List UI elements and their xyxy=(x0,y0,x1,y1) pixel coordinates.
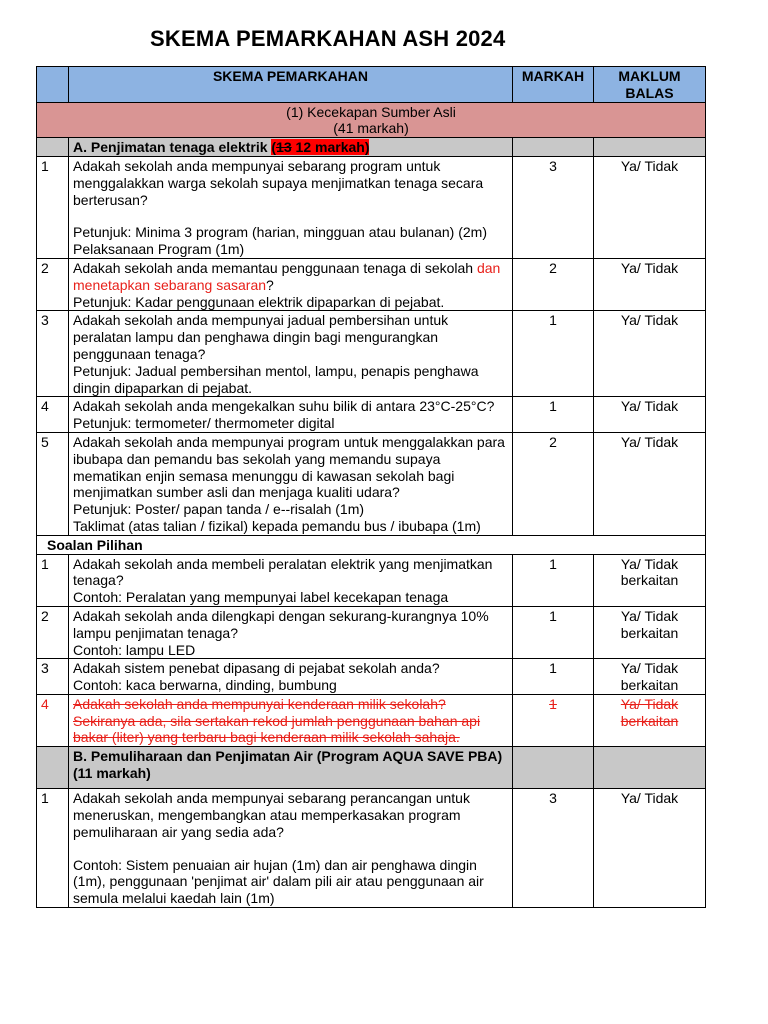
subsection-a-heading xyxy=(69,138,513,157)
table-row xyxy=(37,659,706,695)
markah-cell-deleted: 1 xyxy=(513,694,594,746)
maklum-balas-cell: Ya/ Tidak berkaitan xyxy=(594,554,706,606)
table-row xyxy=(37,156,706,258)
row-number: 2 xyxy=(37,606,69,658)
question-cell: Adakah sekolah anda mempunyai jadual pembersihan untuk peralatan lampu dan penghawa dingin bagi mengurangkan penggunaan tenaga? Petunjuk: Jadual pembersihan mentol, lampu, penapis penghawa dingin dipaparkan di pejabat. xyxy=(69,311,513,397)
subsection-a-struck-marks: 13 xyxy=(276,139,292,156)
subsection-a-marks: (13 12 markah) xyxy=(271,139,370,156)
row-number: 3 xyxy=(37,659,69,695)
question-cell: Adakah sistem penebat dipasang di pejabat sekolah anda? Contoh: kaca berwarna, dinding, bumbung xyxy=(69,659,513,695)
row-number: 1 xyxy=(37,554,69,606)
question-cell: Adakah sekolah anda mempunyai sebarang perancangan untuk meneruskan, mengembangkan atau memperkasakan program pemuliharaan air yang sedia ada? Contoh: Sistem penuaian air hujan (1m) dan air penghawa dingin (1m), penggunaan 'penjimat air' dalam pili air atau penggunaan air semula melalui kaedah lain (1m) xyxy=(69,789,513,908)
scoring-table xyxy=(36,66,706,908)
soalan-pilihan-row xyxy=(37,535,706,554)
maklum-balas-cell: Ya/ Tidak berkaitan xyxy=(594,659,706,695)
subsection-b-row xyxy=(37,747,706,789)
question-cell: Adakah sekolah anda mengekalkan suhu bilik di antara 23°C-25°C? Petunjuk: termometer/ thermometer digital xyxy=(69,397,513,433)
header-maklum-line1: MAKLUM xyxy=(618,68,681,84)
markah-cell: 1 xyxy=(513,397,594,433)
header-number-cell xyxy=(37,67,69,103)
maklum-balas-cell: Ya/ Tidak berkaitan xyxy=(594,606,706,658)
markah-cell: 3 xyxy=(513,789,594,908)
header-markah: MARKAH xyxy=(513,67,594,103)
maklum-balas-cell: Ya/ Tidak xyxy=(594,432,706,535)
table-row xyxy=(37,397,706,433)
row-number: 2 xyxy=(37,258,69,310)
row-number: 1 xyxy=(37,789,69,908)
markah-cell: 1 xyxy=(513,554,594,606)
table-row-deleted xyxy=(37,694,706,746)
question-cell: Adakah sekolah anda mempunyai sebarang program untuk menggalakkan warga sekolah supaya menjimatkan tenaga secara berterusan? Petunjuk: Minima 3 program (harian, mingguan atau bulanan) (2m) Pelaksanaan Program (1m) xyxy=(69,156,513,258)
section-1-heading xyxy=(37,102,706,138)
added-text-red: dan menetapkan sebarang sasaran xyxy=(73,259,501,293)
header-maklum-line2: BALAS xyxy=(625,84,674,101)
maklum-balas-cell: Ya/ Tidak xyxy=(594,156,706,258)
maklum-balas-cell: Ya/ Tidak xyxy=(594,311,706,397)
markah-cell: 1 xyxy=(513,311,594,397)
table-row xyxy=(37,258,706,310)
maklum-balas-cell: Ya/ Tidak xyxy=(594,397,706,433)
table-header-row xyxy=(37,67,706,103)
page-title: SKEMA PEMARKAHAN ASH 2024 xyxy=(150,26,506,51)
table-row xyxy=(37,311,706,397)
question-cell: Adakah sekolah anda mempunyai program untuk menggalakkan para ibubapa dan pemandu bas sekolah yang memandu supaya mematikan enjin semasa menunggu di kawasan sekolah bagi menjimatkan sumber asli dan menjaga kualiti udara? Petunjuk: Poster/ papan tanda / e--risalah (1m) Taklimat (atas talian / fizikal) kepada pemandu bus / ibubapa (1m) xyxy=(69,432,513,535)
table-row xyxy=(37,554,706,606)
subsection-a-label: A. Penjimatan tenaga elektrik xyxy=(73,139,272,156)
soalan-pilihan-heading: Soalan Pilihan xyxy=(37,535,706,554)
table-row xyxy=(37,432,706,535)
maklum-balas-cell-deleted: Ya/ Tidak berkaitan xyxy=(594,694,706,746)
markah-cell: 3 xyxy=(513,156,594,258)
subsection-a-row xyxy=(37,138,706,157)
markah-cell: 2 xyxy=(513,432,594,535)
row-number: 5 xyxy=(37,432,69,535)
section-1-line1: (1) Kecekapan Sumber Asli xyxy=(286,103,456,120)
header-skema: SKEMA PEMARKAHAN xyxy=(69,67,513,103)
row-number: 1 xyxy=(37,156,69,258)
markah-cell: 2 xyxy=(513,258,594,310)
maklum-balas-cell: Ya/ Tidak xyxy=(594,789,706,908)
row-number: 4 xyxy=(37,397,69,433)
question-cell: Adakah sekolah anda dilengkapi dengan sekurang-kurangnya 10% lampu penjimatan tenaga? Contoh: lampu LED xyxy=(69,606,513,658)
maklum-balas-cell: Ya/ Tidak xyxy=(594,258,706,310)
question-cell: Adakah sekolah anda memantau penggunaan tenaga di sekolah dan menetapkan sebarang sasaran? Petunjuk: Kadar penggunaan elektrik dipaparkan di pejabat. xyxy=(69,258,513,310)
section-1-row xyxy=(37,102,706,138)
table-row xyxy=(37,789,706,908)
question-cell: Adakah sekolah anda membeli peralatan elektrik yang menjimatkan tenaga? Contoh: Peralatan yang mempunyai label kecekapan tenaga xyxy=(69,554,513,606)
section-1-line2: (41 markah) xyxy=(333,120,409,137)
question-cell-deleted: Adakah sekolah anda mempunyai kenderaan milik sekolah? Sekiranya ada, sila sertakan rekod jumlah penggunaan bahan api bakar (liter) yang terbaru bagi kenderaan milik sekolah sahaja. xyxy=(69,694,513,746)
markah-cell: 1 xyxy=(513,659,594,695)
header-maklum-balas xyxy=(594,67,706,103)
row-number: 4 xyxy=(37,694,69,746)
table-row xyxy=(37,606,706,658)
row-number: 3 xyxy=(37,311,69,397)
subsection-b-heading: B. Pemuliharaan dan Penjimatan Air (Program AQUA SAVE PBA) (11 markah) xyxy=(69,747,513,789)
markah-cell: 1 xyxy=(513,606,594,658)
